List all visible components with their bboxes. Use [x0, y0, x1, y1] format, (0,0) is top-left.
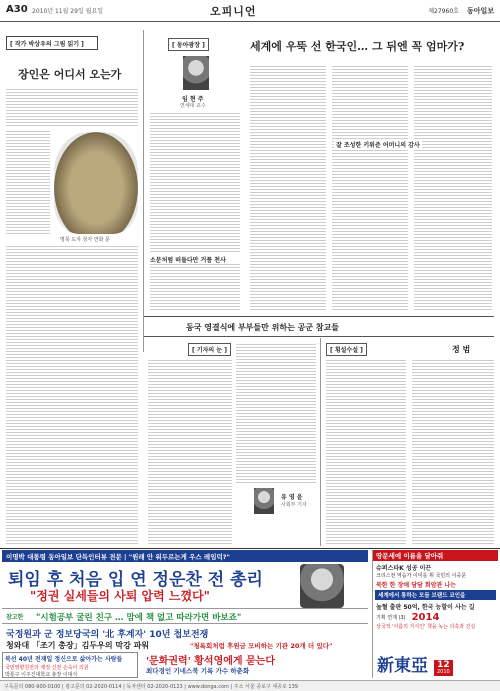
ad-top-strip — [2, 550, 368, 562]
ad-mag-year: 2010 — [437, 669, 450, 675]
page-header — [0, 0, 500, 22]
ad-side-item8: 2014 — [411, 612, 440, 623]
hoengseol-label: [ 횡설수설 ] — [326, 343, 367, 356]
footer-text: 구독문의 080-900-0100 | 광고문의 02-2020-0114 | 독자센터 02-2020-0123 | www.donga.com | 주소 서울 종로구 세종로 139 — [4, 684, 298, 690]
ad-side-item7: 기획 연재 (3) — [376, 615, 406, 621]
section-title: 오피니언 — [210, 5, 257, 18]
ad-row4-left: 북선 40년 전재일 정신으로 삶아가는 사람들 — [5, 656, 123, 663]
columnist-name: 임 현 주 — [182, 96, 204, 103]
ad-side-column — [372, 550, 498, 678]
main-article-body-3 — [414, 66, 492, 310]
ad-row5-a: 국민영향원전의 재정 신천 손숙이 의원 — [5, 665, 89, 671]
middle-column-body-1 — [150, 112, 240, 252]
photo-caption: 명목 도자 청자 연화 문 — [60, 237, 110, 243]
ad-side-item5: 세계에서 통하는 모듬 브랜드 코인을 — [375, 590, 496, 600]
ad-mag-issue-box — [434, 660, 453, 676]
main-article-sub-head: 잘 조성한 키워준 어머니의 감사 — [336, 142, 420, 149]
reporter-title: 사회부 기자 — [281, 502, 307, 508]
ad-top-rule — [0, 548, 500, 549]
middle-column-body-2 — [150, 264, 240, 310]
lower-right-body-1 — [326, 358, 406, 544]
lower-column-body-3 — [318, 343, 319, 344]
lower-banner-title: 동국 영결식에 부부들만 위하는 공군 참교들 — [186, 322, 340, 332]
ad-row2-tag: 참고한 — [6, 614, 24, 621]
divider-right — [320, 338, 321, 546]
ad-row2 — [2, 608, 368, 624]
lower-banner-bottom-rule — [144, 336, 494, 337]
page-number: A30 — [6, 4, 28, 15]
lower-banner-top-rule — [144, 316, 494, 317]
main-article-title: 세계에 우뚝 선 한국인… 그 뒤엔 꼭 엄마가? — [250, 40, 465, 53]
reporter-photo — [254, 488, 274, 514]
ad-side-item-row — [373, 612, 498, 623]
ad-row5-mid-box — [146, 666, 368, 678]
left-column-kicker-box — [6, 36, 98, 50]
ad-side-item6: 높혈 출판 50억, 한국 능할이 사는 길 — [376, 604, 475, 611]
columnist-photo — [183, 56, 209, 90]
ad-sub-headline: "정권 실세들의 사퇴 압력 느꼈다" — [30, 589, 210, 603]
ad-row5-mid-b: 최다경인 기네스북 기록 가수 하춘화 — [146, 667, 250, 675]
page-footer — [0, 680, 500, 691]
ad-row3-right: 청와대 「조기 총장」김두우의 막강 파워 — [6, 641, 150, 650]
paper-logo: 동아일보 — [466, 7, 494, 15]
left-column-kicker: [ 작가 박상우의 그림 읽기 ] — [10, 41, 84, 48]
ad-side-item2: 슈퍼스타K 성공 이끈 — [376, 565, 432, 572]
ad-side-item3: 크리스천 역습가 이미를 휘 국민의 이중문 — [376, 573, 467, 579]
ad-mag-tag: 상국적 '이름의 지식인' 책을 녹는 의혹과 진실 — [376, 624, 476, 630]
lower-column-body-2 — [236, 343, 316, 483]
left-column-body-3 — [6, 244, 138, 544]
left-column-body-2 — [6, 130, 50, 234]
ad-main-headline: 퇴임 후 처음 입 연 정운찬 전 총리 — [8, 570, 263, 590]
columnist-title: 연세대 교수 — [180, 103, 206, 109]
left-column-title: 장인은 어디서 오는가 — [18, 68, 122, 81]
ad-row3-left: 국정원과 군 정보당국의 '北 후계자' 10년 첩보전쟁 — [6, 630, 209, 640]
issue-date: 2010년 11월 29일 월요일 — [32, 8, 104, 15]
lower-right-body-2 — [412, 360, 494, 544]
ad-person-photo — [300, 564, 344, 608]
left-column-body-1 — [6, 88, 138, 126]
ad-row4-mid: '문화권력' 황석영에게 묻는다 — [146, 656, 276, 667]
middle-sub-head: 소문처럼 떠돌다만 거품 천사 — [150, 257, 226, 264]
ad-mag-issue: 12 — [437, 660, 450, 670]
ad-side-item4: 북한 한 장애 담담 회암관 나는 — [376, 582, 456, 589]
lower-right-title: 정 범 — [452, 344, 471, 354]
ad-row3-tail: "청록회처럼 후원금 모비하는 기관 20개 더 있다" — [190, 642, 333, 650]
divider-left — [143, 30, 144, 352]
ad-mag-block — [377, 651, 453, 676]
ad-top-strip-text: 이명박 대통령 동아일보 단독인터뷰 전문 | "원래 안 워두르는게 우스 레임덕?" — [6, 553, 230, 561]
issue-number: 제27960호 — [428, 8, 459, 15]
masthead-right — [428, 6, 494, 16]
celadon-photo — [54, 132, 138, 234]
reporter-name: 유 영 윤 — [281, 494, 303, 501]
ad-mag-title: 新東亞 — [377, 656, 428, 676]
lower-column-body-1 — [148, 358, 232, 544]
main-article-body-1 — [250, 66, 326, 310]
ad-row4-left-box — [2, 652, 138, 678]
main-article-body-2 — [332, 66, 408, 310]
ad-side-top: 땅문세에 이름을 달아줘 — [373, 550, 498, 561]
ad-row2-text: "시험공부 굴린 친구 … 맘에 책 없고 따라가면 바보죠" — [36, 613, 242, 623]
reporter-eye-label: [ 기자의 눈 ] — [188, 343, 231, 356]
opinion-label: [ 동아광장 ] — [168, 38, 209, 51]
ad-row5-c: 박통구 이주진대학교 총장 이대식 — [5, 672, 78, 678]
